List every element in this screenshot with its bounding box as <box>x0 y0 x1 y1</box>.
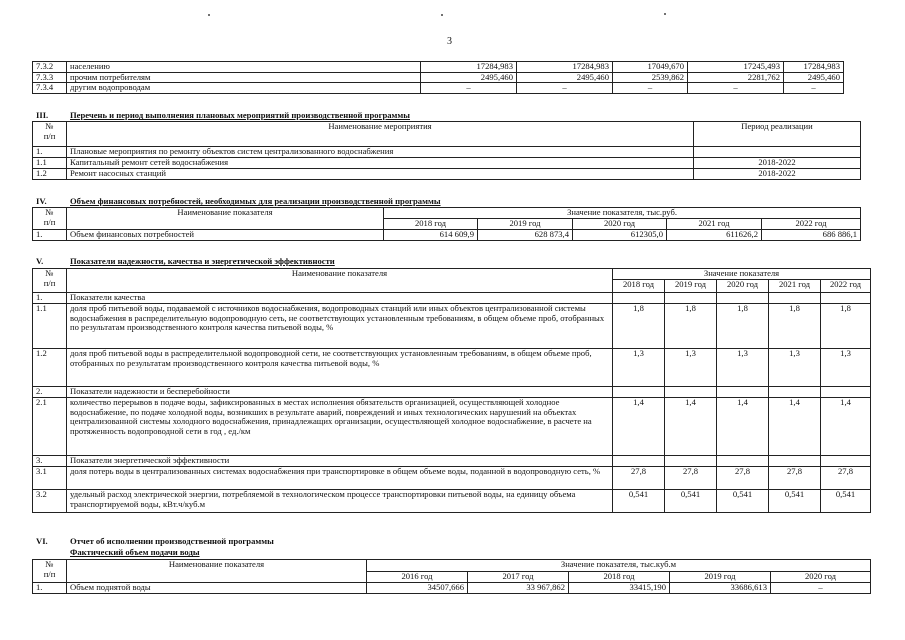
column-header-num: № п/п <box>33 560 67 583</box>
value-cell <box>769 456 821 467</box>
table-row <box>33 83 844 94</box>
value-cell: 614 609,9 <box>384 230 478 241</box>
year-header: 2021 год <box>769 280 821 293</box>
value-cell: 27,8 <box>613 467 665 490</box>
year-header: 2016 год <box>367 572 468 583</box>
table-row <box>33 398 871 456</box>
value-cell <box>821 387 871 398</box>
value-cell: 612305,0 <box>573 230 667 241</box>
value-cell: 27,8 <box>717 467 769 490</box>
value-cell <box>821 293 871 304</box>
row-number: 7.3.2 <box>33 62 67 73</box>
value-cell: 1,4 <box>769 398 821 456</box>
year-header: 2020 год <box>771 572 871 583</box>
value-cell: 33 967,862 <box>468 583 569 594</box>
value-cell: – <box>613 83 688 94</box>
year-header: 2020 год <box>573 219 667 230</box>
row-number: 7.3.4 <box>33 83 67 94</box>
value-cell <box>717 293 769 304</box>
value-cell: 1,4 <box>613 398 665 456</box>
value-cell: 1,8 <box>613 304 665 349</box>
value-cell: 628 873,4 <box>478 230 573 241</box>
column-header-value: Значение показателя, тыс.руб. <box>384 208 861 219</box>
value-cell: 1,8 <box>769 304 821 349</box>
value-cell: 1,4 <box>665 398 717 456</box>
row-number: 1. <box>33 230 67 241</box>
value-cell: 1,4 <box>821 398 871 456</box>
year-header: 2019 год <box>478 219 573 230</box>
table-row <box>33 387 871 398</box>
value-cell: 17284,983 <box>421 62 517 73</box>
section-6-subtitle: Фактический объем подачи воды <box>70 547 200 557</box>
column-header-period: Период реализации <box>694 122 861 147</box>
table-row <box>33 147 861 158</box>
value-cell: 686 886,1 <box>762 230 861 241</box>
year-header: 2019 год <box>665 280 717 293</box>
value-cell: 0,541 <box>665 490 717 513</box>
column-header-name: Наименование показателя <box>67 269 613 293</box>
row-number: 3. <box>33 456 67 467</box>
value-cell: 17284,983 <box>784 62 844 73</box>
row-name: доля проб питьевой воды в распределительной водопроводной сети, не соответствующих установленным требованиям, в общем объеме проб, отобранных по результатам производственного контроля качества питьевой воды, % <box>67 349 613 387</box>
row-name: доля проб питьевой воды, подаваемой с источников водоснабжения, водопроводных станций или иных объектов централизованной системы водоснабжения в распределительную водопроводную сеть, не соответствующих установленным требованиям, в общем объеме проб, отобранных по результатам производственного контроля качества питьевой воды, % <box>67 304 613 349</box>
year-header: 2018 год <box>569 572 670 583</box>
row-name: Капитальный ремонт сетей водоснабжения <box>67 158 694 169</box>
column-header-num: № п/п <box>33 269 67 293</box>
column-header-name: Наименование показателя <box>67 560 367 583</box>
column-header-value: Значение показателя, тыс.куб.м <box>367 560 871 572</box>
table-row <box>33 62 844 73</box>
scan-speck <box>208 14 210 16</box>
value-cell: 1,8 <box>821 304 871 349</box>
row-name: Ремонт насосных станций <box>67 169 694 180</box>
row-number: 1.1 <box>33 304 67 349</box>
table-row <box>33 158 861 169</box>
value-cell <box>665 293 717 304</box>
value-cell: 1,8 <box>665 304 717 349</box>
value-cell: 33686,613 <box>670 583 771 594</box>
row-number: 3.2 <box>33 490 67 513</box>
value-cell <box>769 293 821 304</box>
row-name: Показатели энергетической эффективности <box>67 456 613 467</box>
column-header-num: № п/п <box>33 122 67 147</box>
period-cell: 2018-2022 <box>694 158 861 169</box>
value-cell: 17284,983 <box>517 62 613 73</box>
column-header-num: № п/п <box>33 208 67 230</box>
row-number: 1.2 <box>33 169 67 180</box>
table-row <box>33 467 871 490</box>
year-header: 2020 год <box>717 280 769 293</box>
value-cell: 1,3 <box>613 349 665 387</box>
period-cell: 2018-2022 <box>694 169 861 180</box>
value-cell: 33415,190 <box>569 583 670 594</box>
value-cell: 27,8 <box>769 467 821 490</box>
section-4-heading: IV. Объем финансовых потребностей, необходимых для реализации производственной программы <box>36 196 441 206</box>
value-cell: 2495,460 <box>517 72 613 83</box>
row-number: 1. <box>33 583 67 594</box>
row-number: 2.1 <box>33 398 67 456</box>
value-cell: 2539,862 <box>613 72 688 83</box>
table-row <box>33 230 861 241</box>
value-cell: – <box>421 83 517 94</box>
row-name: Показатели надежности и бесперебойности <box>67 387 613 398</box>
year-header: 2022 год <box>762 219 861 230</box>
table-row <box>33 304 871 349</box>
row-name: количество перерывов в подаче воды, зафиксированных в местах исполнения обязательств организацией, осуществляющей холодное водоснабжение, по подаче холодной воды, возникших в результате аварий, повреждений и иных технологических нарушений на объектах централизованной системы холодного водоснабжения, принадлежащих организации, осуществляющей холодное водоснабжение, в расчете на протяженность водопроводной сети в год , ед./км <box>67 398 613 456</box>
value-cell: 27,8 <box>821 467 871 490</box>
row-name: удельный расход электрической энергии, потребляемой в технологическом процессе транспортировки питьевой воды, на единицу объема транспортируемой воды, кВт.ч/куб.м <box>67 490 613 513</box>
value-cell: 17245,493 <box>688 62 784 73</box>
row-number: 1.2 <box>33 349 67 387</box>
year-header: 2018 год <box>613 280 665 293</box>
table-row <box>33 72 844 83</box>
value-cell: – <box>784 83 844 94</box>
water-supply-table <box>32 61 844 94</box>
column-header-name: Наименование показателя <box>67 208 384 230</box>
row-name: другим водопроводам <box>67 83 421 94</box>
value-cell: 2281,762 <box>688 72 784 83</box>
year-header: 2022 год <box>821 280 871 293</box>
row-name: доля потерь воды в централизованных системах водоснабжения при транспортировке в общем объеме воды, поданной в водопроводную сеть, % <box>67 467 613 490</box>
year-header: 2018 год <box>384 219 478 230</box>
value-cell: 27,8 <box>665 467 717 490</box>
row-name: Плановые мероприятия по ремонту объектов систем централизованного водоснабжения <box>67 147 694 158</box>
actual-supply-table <box>32 559 871 594</box>
year-header: 2019 год <box>670 572 771 583</box>
value-cell: 0,541 <box>821 490 871 513</box>
value-cell: 1,8 <box>717 304 769 349</box>
value-cell <box>613 387 665 398</box>
column-header-value: Значение показателя <box>613 269 871 280</box>
section-3-heading: III. Перечень и период выполнения плановых мероприятий производственной программы <box>36 110 410 120</box>
value-cell <box>717 456 769 467</box>
value-cell <box>717 387 769 398</box>
column-header-name: Наименование мероприятия <box>67 122 694 147</box>
value-cell <box>613 293 665 304</box>
row-name: Объем финансовых потребностей <box>67 230 384 241</box>
value-cell: 611626,2 <box>667 230 762 241</box>
row-number: 1. <box>33 147 67 158</box>
value-cell: – <box>688 83 784 94</box>
value-cell: 0,541 <box>769 490 821 513</box>
indicators-table <box>32 268 871 513</box>
page-number: 3 <box>447 36 452 47</box>
value-cell: 2495,460 <box>421 72 517 83</box>
value-cell: 1,3 <box>769 349 821 387</box>
table-row <box>33 169 861 180</box>
row-number: 7.3.3 <box>33 72 67 83</box>
table-row <box>33 456 871 467</box>
value-cell: 1,3 <box>821 349 871 387</box>
row-name: Объем поднятой воды <box>67 583 367 594</box>
value-cell <box>769 387 821 398</box>
value-cell <box>665 456 717 467</box>
value-cell: – <box>517 83 613 94</box>
section-5-heading: V. Показатели надежности, качества и энергетической эффективности <box>36 256 335 266</box>
value-cell: 17049,670 <box>613 62 688 73</box>
period-cell <box>694 147 861 158</box>
scan-speck <box>441 14 443 16</box>
table-row <box>33 490 871 513</box>
value-cell: 1,3 <box>665 349 717 387</box>
financial-needs-table <box>32 207 861 241</box>
scan-speck <box>664 13 666 15</box>
value-cell: 1,4 <box>717 398 769 456</box>
row-number: 1.1 <box>33 158 67 169</box>
value-cell <box>665 387 717 398</box>
table-row <box>33 293 871 304</box>
table-row <box>33 349 871 387</box>
value-cell <box>613 456 665 467</box>
row-number: 1. <box>33 293 67 304</box>
value-cell: – <box>771 583 871 594</box>
table-row <box>33 583 871 594</box>
value-cell: 0,541 <box>717 490 769 513</box>
row-number: 2. <box>33 387 67 398</box>
section-6-heading: VI. Отчет об исполнении производственной программы <box>36 536 274 546</box>
row-number: 3.1 <box>33 467 67 490</box>
row-name: прочим потребителям <box>67 72 421 83</box>
value-cell: 2495,460 <box>784 72 844 83</box>
value-cell: 0,541 <box>613 490 665 513</box>
year-header: 2021 год <box>667 219 762 230</box>
value-cell: 1,3 <box>717 349 769 387</box>
row-name: Показатели качества <box>67 293 613 304</box>
value-cell <box>821 456 871 467</box>
value-cell: 34507,666 <box>367 583 468 594</box>
year-header: 2017 год <box>468 572 569 583</box>
activities-table <box>32 121 861 180</box>
row-name: населению <box>67 62 421 73</box>
